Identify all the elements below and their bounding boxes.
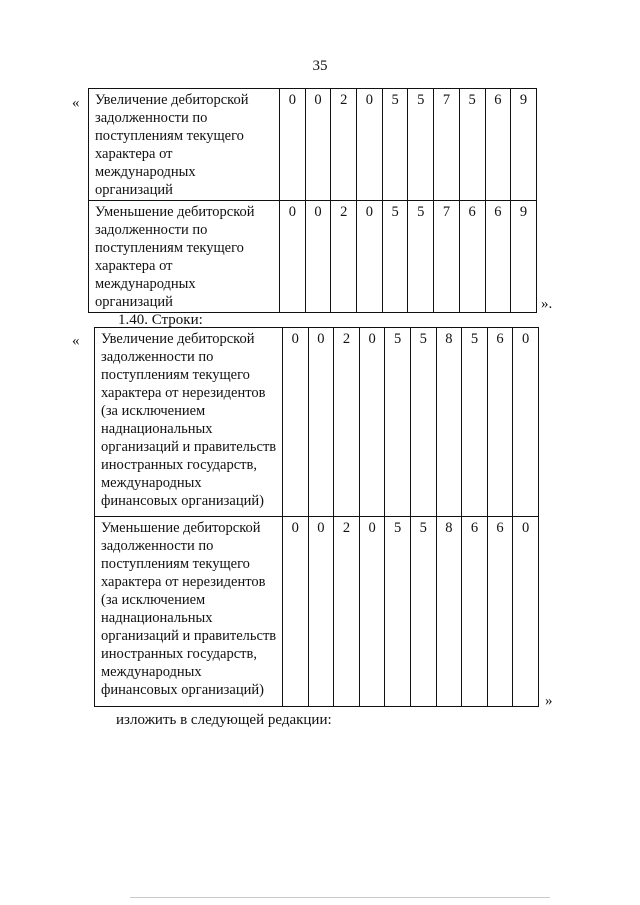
row-description: Уменьшение дебиторской задолженности по поступлениям текущего характера от нерезидентов (за исключением наднациональных организаций и правительств иностранных государств, международных финансовых организаций) [95, 517, 283, 707]
code-digit: 0 [280, 201, 306, 313]
code-digit: 2 [331, 89, 357, 201]
instruction-text: изложить в следующей редакции: [116, 712, 332, 728]
table-row [95, 517, 539, 707]
code-digit: 6 [485, 89, 511, 201]
code-digit: 0 [359, 517, 385, 707]
code-digit: 6 [485, 201, 511, 313]
code-digit: 0 [513, 328, 539, 517]
code-table-1 [88, 88, 537, 313]
code-digit: 7 [434, 201, 460, 313]
code-digit: 0 [357, 201, 383, 313]
code-digit: 6 [487, 328, 513, 517]
code-digit: 5 [385, 517, 411, 707]
code-digit: 6 [462, 517, 488, 707]
code-digit: 2 [334, 517, 360, 707]
code-digit: 2 [334, 328, 360, 517]
code-digit: 5 [459, 89, 485, 201]
code-digit: 0 [283, 517, 309, 707]
code-digit: 5 [408, 89, 434, 201]
row-description: Уменьшение дебиторской задолженности по поступлениям текущего характера от международных организаций [89, 201, 280, 313]
code-digit: 5 [410, 328, 436, 517]
code-digit: 9 [511, 201, 537, 313]
code-digit: 5 [462, 328, 488, 517]
code-digit: 0 [280, 89, 306, 201]
code-digit: 0 [308, 328, 334, 517]
code-digit: 0 [513, 517, 539, 707]
code-digit: 5 [382, 201, 408, 313]
open-quote-table-2: « [72, 333, 80, 349]
code-digit: 7 [434, 89, 460, 201]
code-digit: 5 [410, 517, 436, 707]
code-digit: 8 [436, 517, 462, 707]
code-digit: 0 [359, 328, 385, 517]
scan-edge-line [130, 897, 550, 898]
code-digit: 5 [382, 89, 408, 201]
code-digit: 5 [385, 328, 411, 517]
page-number: 35 [312, 58, 328, 74]
close-quote-table-2: » [545, 693, 553, 709]
table-row [89, 201, 537, 313]
code-table-2 [94, 327, 539, 707]
code-digit: 6 [459, 201, 485, 313]
code-digit: 9 [511, 89, 537, 201]
close-quote-period-table-1: ». [541, 296, 553, 312]
code-digit: 8 [436, 328, 462, 517]
code-digit: 0 [283, 328, 309, 517]
code-digit: 0 [357, 89, 383, 201]
open-quote-table-1: « [72, 95, 80, 111]
row-description: Увеличение дебиторской задолженности по поступлениям текущего характера от нерезидентов (за исключением наднациональных организаций и правительств иностранных государств, международных финансовых организаций) [95, 328, 283, 517]
section-heading: 1.40. Строки: [118, 312, 203, 328]
code-digit: 2 [331, 201, 357, 313]
code-digit: 0 [308, 517, 334, 707]
code-digit: 5 [408, 201, 434, 313]
code-digit: 0 [305, 89, 331, 201]
row-description: Увеличение дебиторской задолженности по поступлениям текущего характера от международных организаций [89, 89, 280, 201]
code-digit: 6 [487, 517, 513, 707]
code-digit: 0 [305, 201, 331, 313]
table-row [95, 328, 539, 517]
table-row [89, 89, 537, 201]
